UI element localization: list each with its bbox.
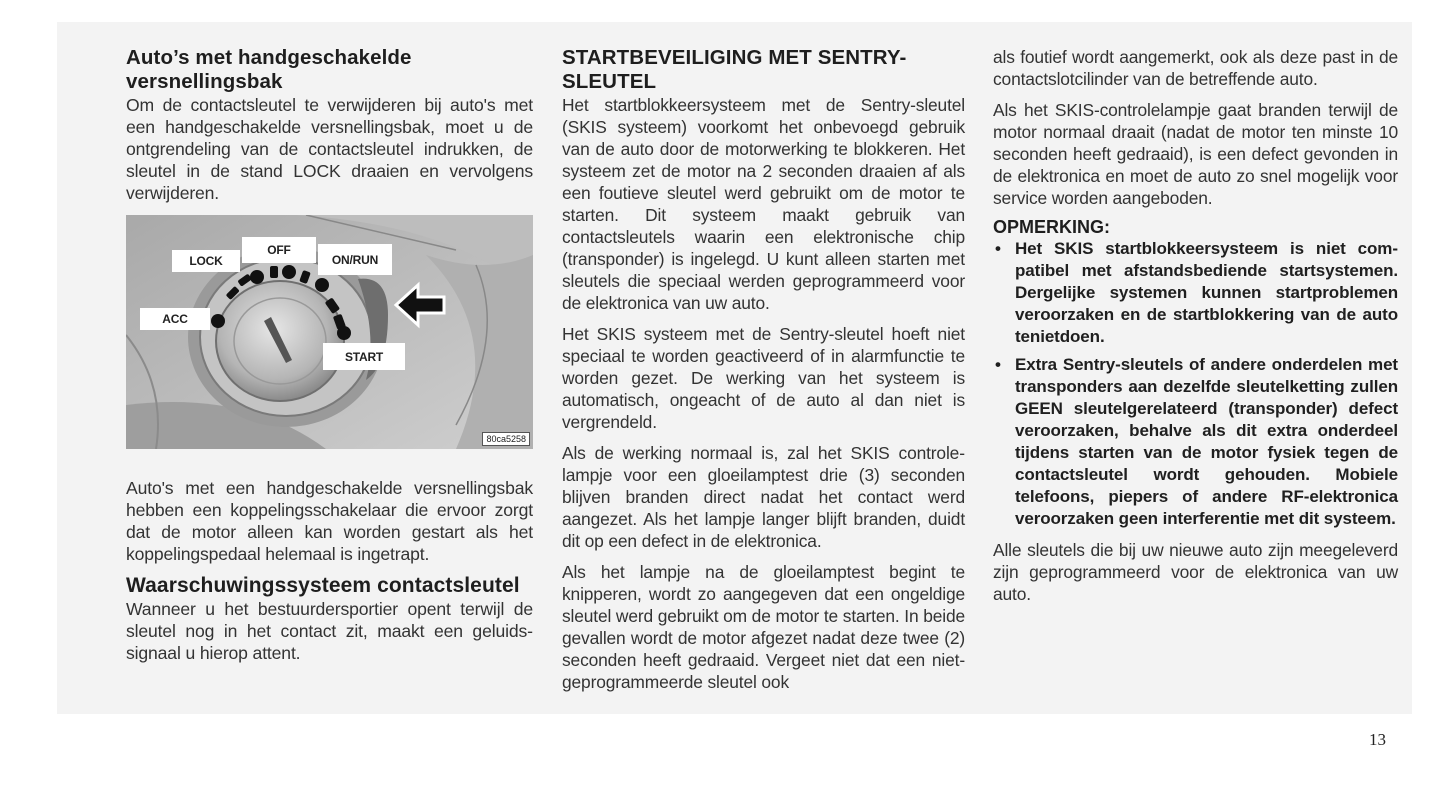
label-acc: ACC [140,308,210,330]
label-start: START [323,343,405,370]
paragraph-clutch-switch: Auto's met een handgeschakelde versnellingsbak hebben een koppelingsschakelaar die ervoor zorgt dat de motor alleen kan worden gestart als het koppelingspedaal helemaal is ingetrapt. [126,478,533,564]
heading-key-warning: Waarschuwingssysteem contactsleutel [126,574,520,597]
label-lock: LOCK [172,250,240,272]
paragraph-lamp-while-running: Als het SKIS-controlelampje gaat branden terwijl de motor normaal draait (nadat de motor ten minste 10 seconden heeft gedraaid), is een defect gevonden in de elektronica en moet de auto zo snel mogelijk voor service worden aangeboden. [993,100,1398,208]
mark-acc [211,314,225,328]
figure-code: 80ca5258 [482,432,530,446]
mark-lock [250,270,264,284]
bullet-icon: • [995,239,1001,258]
manual-page [57,22,1412,714]
note-heading: OPMERKING: [993,217,1110,237]
mark-on-run [315,278,329,292]
note-text: Het SKIS startblokkeersysteem is niet compatibel met afstandsbediende startsystemen. Dergelijke systemen kunnen startproblemen veroorzaken en de startblokkering van de auto tenietdoen. [1015,239,1398,346]
mark-off-bar [270,266,278,278]
paragraph-skis-intro: Het startblokkeersysteem met de Sentry-sleutel (SKIS systeem) voorkomt het onbevoegd gebruik van de auto door de motorwerking te blokkeren. Het systeem zet de motor na 2 seconden draaien af als een foutieve sleutel werd gebruikt om de motor te starten. Dit systeem maakt gebruik van contactsleutels waarin een elektronische chip (transponder) is ingelegd. U kunt alleen starten met sleutels die speciaal werden geprogrammeerd voor de elektronica van uw auto. [562,95,965,313]
paragraph-key-removal: Om de contactsleutel te verwijderen bij auto's met een handgeschakelde versnellingsbak, moet u de ontgrendeling van de contactsleutel indrukken, de sleutel in de stand LOCK draaien en vervolgens verwijderen. [126,95,533,203]
heading-manual-transmission: Auto’s met handgeschakelde versnellingsbak [126,46,412,93]
note-text: Extra Sentry-sleutels of andere onderdelen met transponders aan dezelfde sleutelketting zullen GEEN sleutelgerelateerd (transponder) defect veroorzaken, behalve als dit extra onderdeel tijdens starten van de motor fysiek tegen de contactsleutel wordt gehouden. Mobiele telefoons, piepers of andere RF-elektronica veroorzaken geen interferentie met dit systeem. [1015,355,1398,528]
paragraph-keys-programmed: Alle sleutels die bij uw nieuwe auto zijn meegeleverd zijn geprogrammeerd voor de elektronica van uw auto. [993,540,1398,604]
note-item [993,354,1398,530]
mark-off [282,265,296,279]
page-number: 13 [1369,730,1386,749]
bullet-icon: • [995,355,1001,374]
column-middle [562,46,965,693]
note-item [993,238,1398,348]
paragraph-skis-blinking: Als het lampje na de gloeilamptest begint te knipperen, wordt zo aangegeven dat een ongeldige sleutel werd gebruikt om de motor te starten. In beide gevallen wordt de motor afgezet nadat deze twee (2) seconden heeft gedraaid. Vergeet niet dat een niet-geprogrammeerde sleutel ook [562,562,965,692]
paragraph-invalid-key: als foutief wordt aangemerkt, ook als deze past in de contactslotcilinder van de betreffende auto. [993,47,1398,89]
ignition-switch-figure [126,215,533,449]
paragraph-skis-automatic: Het SKIS systeem met de Sentry-sleutel hoeft niet speciaal te worden geactiveerd of in alarmfunctie te worden gezet. De werking van het systeem is automatisch, ongeacht of de auto al dan niet is vergrendeld. [562,324,965,432]
label-off: OFF [242,237,316,263]
paragraph-skis-lamp-test: Als de werking normaal is, zal het SKIS controlelampje voor een gloeilamptest drie (3) seconden blijven branden direct nadat het contact werd aangezet. Als het lampje langer blijft branden, duidt dit op een defect in de elektronica. [562,443,965,551]
mark-start [337,326,351,340]
column-left [126,46,533,664]
column-right [993,46,1398,605]
label-on-run: ON/RUN [318,244,392,275]
heading-sentry-key: STARTBEVEILIGING MET SENTRY-SLEUTEL [562,46,907,93]
paragraph-key-warning: Wanneer u het bestuurdersportier opent terwijl de sleutel nog in het contact zit, maakt een geluidssignaal u hierop attent. [126,599,533,663]
note-list [993,238,1398,530]
